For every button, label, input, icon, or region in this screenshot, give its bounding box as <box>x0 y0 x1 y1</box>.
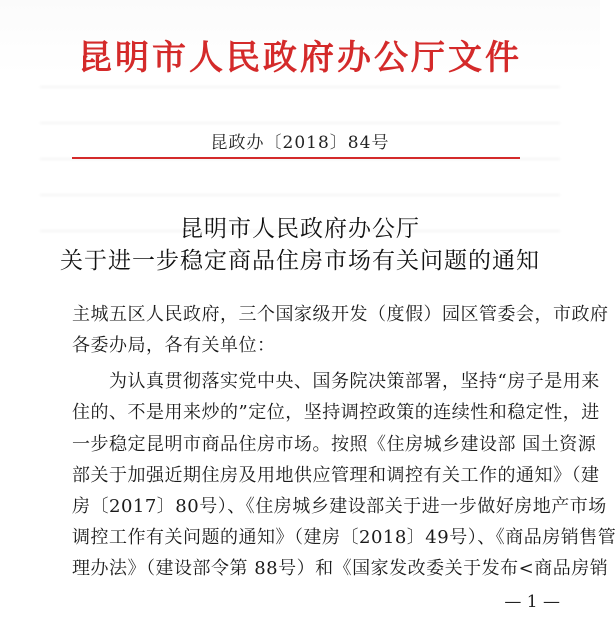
header-red-divider <box>72 157 520 159</box>
body-line: 理办法》（建设部令第 88号）和《国家发改委关于发布<商品房销 <box>72 558 609 579</box>
notice-title-line-1: 昆明市人民政府办公厅 <box>180 216 420 242</box>
body-line: 各委办局，各有关单位： <box>72 335 276 356</box>
body-line: 主城五区人民政府，三个国家级开发（度假）园区管委会，市政府 <box>72 304 609 325</box>
body-line: 住的、不是用来炒的”定位，坚持调控政策的连续性和稳定性，进 <box>72 402 600 423</box>
body-line: 为认真贯彻落实党中央、国务院决策部署，坚持“房子是用来 <box>72 371 600 392</box>
document-header-title: 昆明市人民政府办公厅文件 <box>78 38 522 78</box>
body-line: 房〔2017〕80号）、《住房城乡建设部关于进一步做好房地产市场 <box>72 496 607 517</box>
body-line: 部关于加强近期住房及用地供应管理和调控有关工作的通知》（建 <box>72 465 600 486</box>
notice-title-line-2: 关于进一步稳定商品住房市场有关问题的通知 <box>60 248 540 274</box>
body-line: 调控工作有关问题的通知》（建房〔2018〕49号）、《商品房销售管 <box>72 527 616 548</box>
body-line: 一步稳定昆明市商品住房市场。按照《住房城乡建设部 国土资源 <box>72 434 597 455</box>
document-number: 昆政办〔2018〕84号 <box>210 133 390 153</box>
page-number: — 1 — <box>504 592 560 612</box>
